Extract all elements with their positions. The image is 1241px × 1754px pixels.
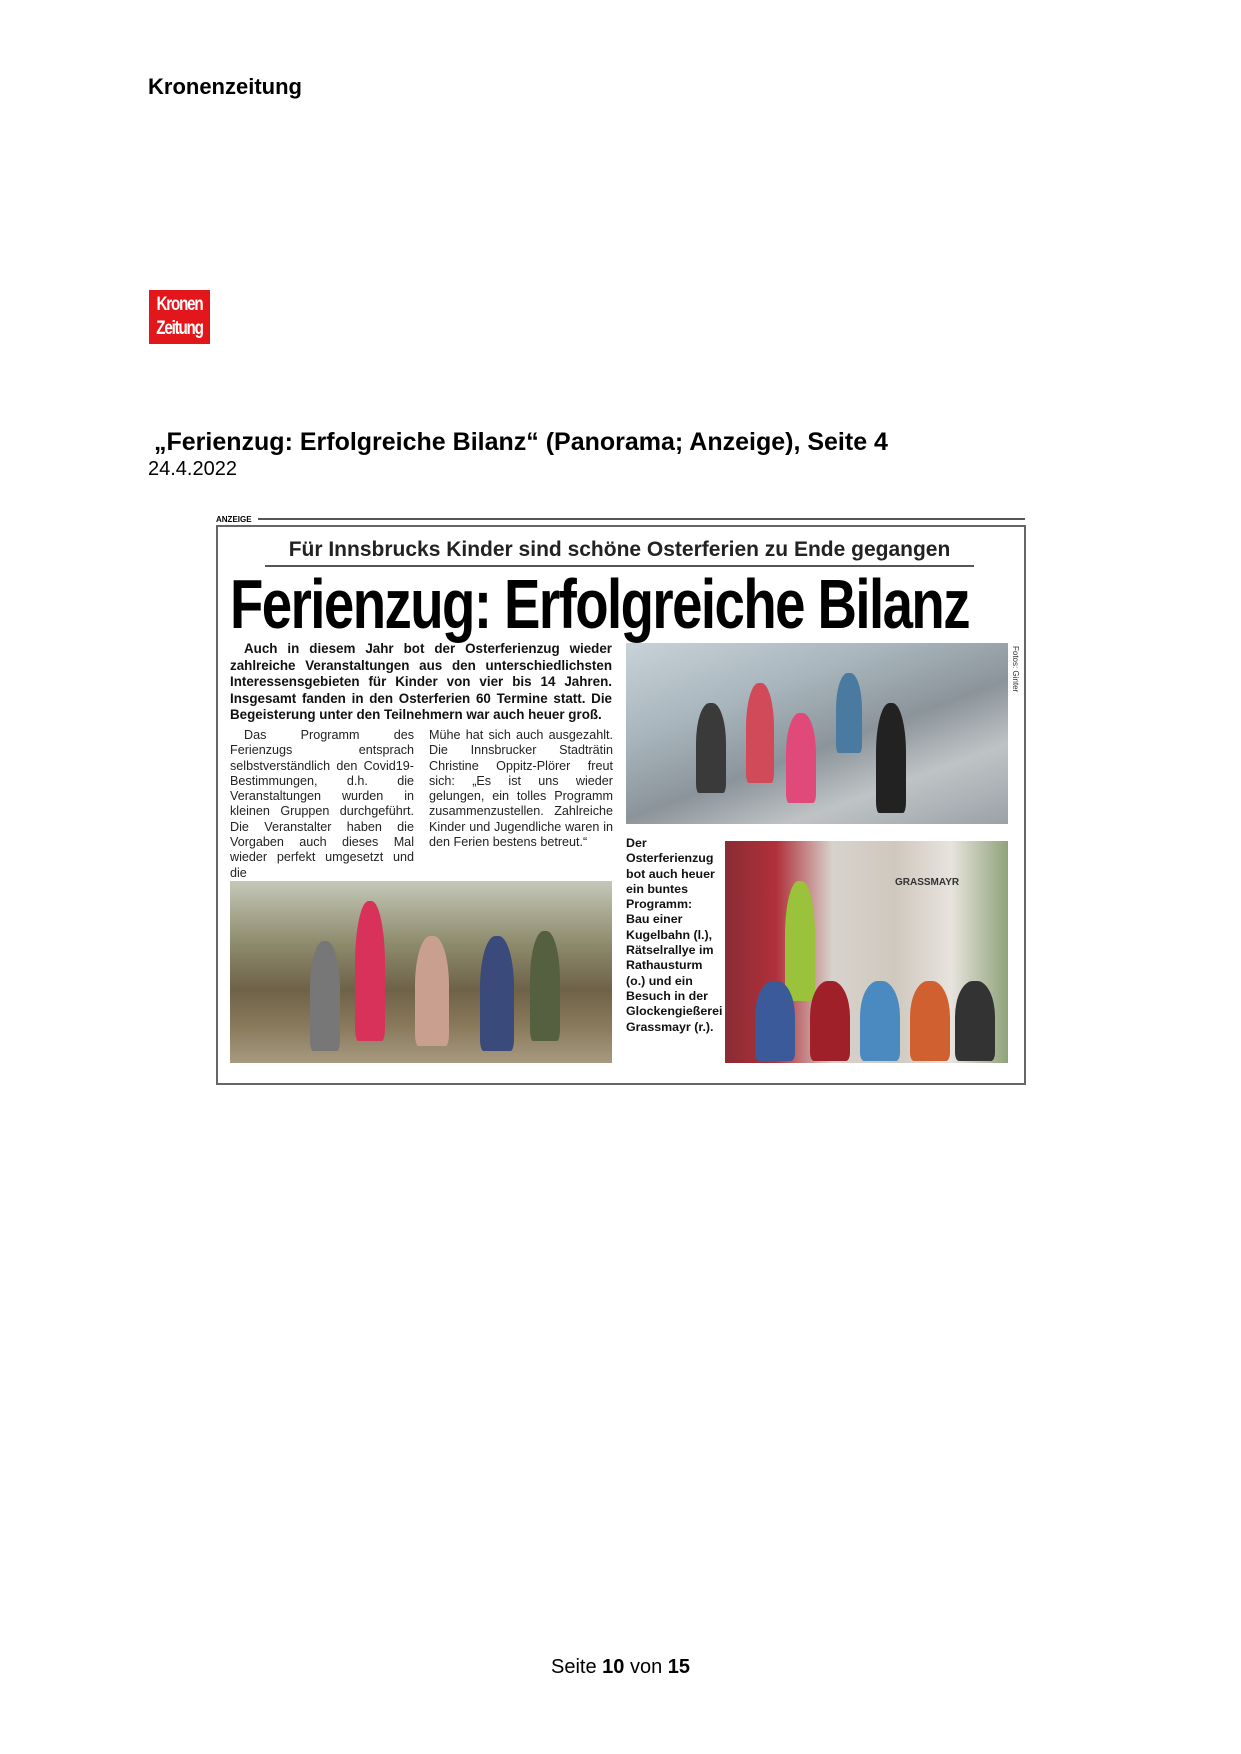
source-name: Kronenzeitung (148, 74, 302, 99)
ad-label: ANZEIGE (216, 515, 252, 524)
grassmayr-sign: GRASSMAYR (895, 877, 960, 888)
logo-line-2: Zeitung (156, 318, 203, 339)
article-headline: „Ferienzug: Erfolgreiche Bilanz“ (Panorama; Anzeige), Seite 4 (154, 428, 888, 456)
kronen-zeitung-logo (149, 290, 210, 344)
footer-prefix: Seite (550, 1656, 603, 1678)
clipping-column-1: Das Programm des Ferienzugs entsprach selbstverständlich den Covid19-Bestimmungen, d.h. die Veranstaltungen wurden in kleinen Gruppen durchgeführt. Die Veranstalter haben die Vorgaben auch dieses Mal wieder perfekt umgesetzt und die (230, 728, 414, 880)
photo-caption: Der Osterferienzug bot auch heuer ein buntes Programm: Bau einer Kugelbahn (l.), Rätselrallye im Rathausturm (o.) und ein Besuch in der Glockengießerei Grassmayr (r.). (626, 836, 723, 1034)
ad-rule (258, 518, 1025, 520)
photo-kugelbahn (230, 881, 612, 1063)
clipping-subheadline: Für Innsbrucks Kinder sind schöne Osterferien zu Ende gegangen (265, 538, 974, 567)
photo-rathausturm (626, 643, 1008, 824)
logo-line-1: Kronen (156, 294, 203, 315)
current-page: 10 (602, 1656, 625, 1678)
clipping-lead: Auch in diesem Jahr bot der Osterferienzug wieder zahlreiche Veranstaltungen aus den unterschiedlichsten Interessensgebieten für Kinder von vier bis 14 Jahren. Insgesamt fanden in den Osterferien 60 Termine statt. Die Begeisterung unter den Teilnehmern war auch heuer groß. (230, 641, 612, 722)
photo-credit: Fotos: Ginter (1011, 646, 1020, 693)
page-footer (0, 1656, 1241, 1679)
clipping-column-2: Mühe hat sich auch ausgezahlt. Die Innsbrucker Stadträtin Christine Oppitz-Plörer freut sich: „Es ist uns wieder gelungen, ein tolles Programm zusammenzustellen. Zahlreiche Kinder und Jugendliche waren in den Ferien bestens betreut.“ (429, 728, 613, 850)
photo-glockengiesserei (725, 841, 1008, 1063)
total-pages: 15 (667, 1656, 690, 1678)
clipping-title: Ferienzug: Erfolgreiche Bilanz (230, 565, 969, 643)
article-date: 24.4.2022 (148, 458, 237, 480)
footer-mid: von (624, 1656, 668, 1678)
